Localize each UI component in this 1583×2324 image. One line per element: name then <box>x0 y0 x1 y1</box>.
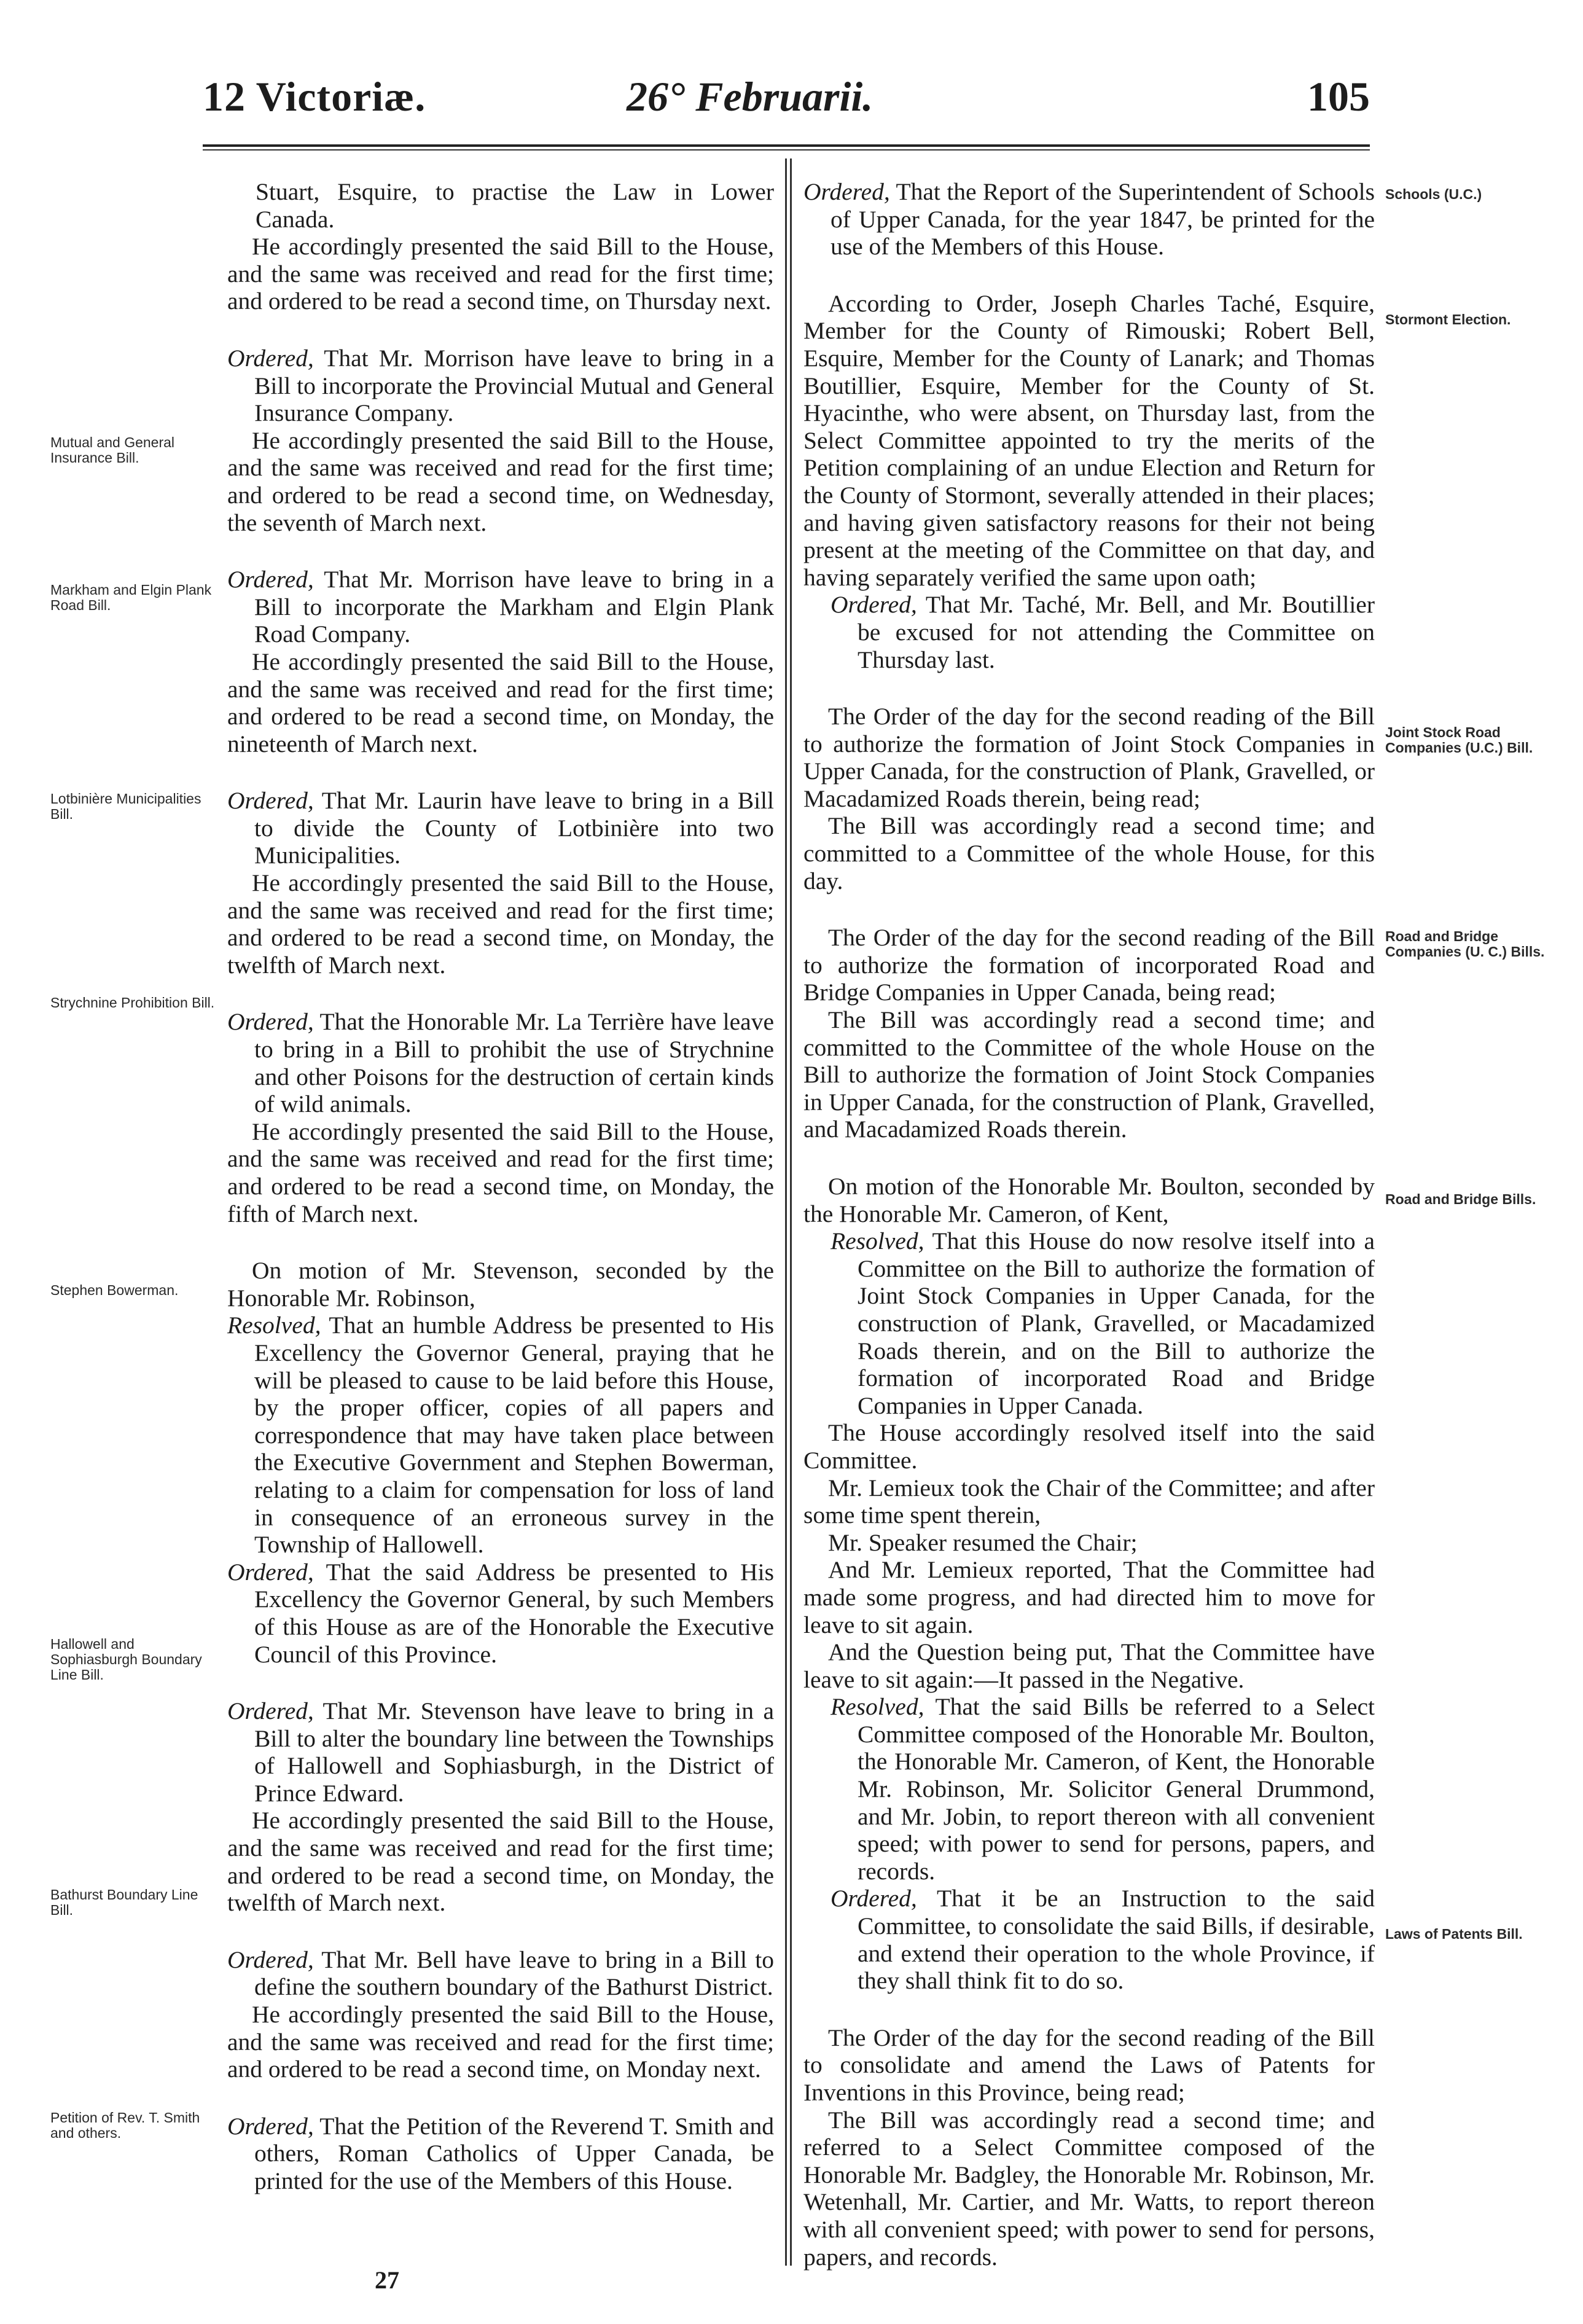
margin-note: Laws of Patents Bill. <box>1385 1926 1523 1942</box>
column-divider-left <box>785 158 787 2266</box>
motion-verb: Ordered, <box>227 1008 314 1036</box>
paragraph: Ordered, That the Report of the Superintendent of Schools of Upper Canada, for the year 1847, be printed for the use of the Members of this House. <box>803 178 1375 260</box>
paragraph: The Bill was accordingly read a second time; and committed to a Committee of the whole House, for this day. <box>803 812 1375 894</box>
paragraph: Ordered, That the Honorable Mr. La Terrière have leave to bring in a Bill to prohibit the use of Strychnine and other Poisons for the destruction of certain kinds of wild animals. <box>227 1008 774 1118</box>
paragraph: According to Order, Joseph Charles Taché, Esquire, Member for the County of Rimouski; Robert Bell, Esquire, Member for the County of Lanark; and Thomas Boutillier, Esquire, Member for the County of St. Hyacinthe, who were absent, on Thursday last, from the Select Committee appointed to try the merits of the Petition complaining of an undue Election and Return for the County of Stormont, severally attended in their places; and having given satisfactory reasons for their not being present at the meeting of the Committee on that day, and having separately verified the same upon oath; <box>803 289 1375 591</box>
paragraph-gap <box>227 2083 774 2113</box>
paragraph-gap <box>227 536 774 566</box>
paragraph: He accordingly presented the said Bill to the House, and the same was received and read for the first time; and ordered to be read a second time, on Wednesday, the seventh of March next. <box>227 426 774 536</box>
margin-note: Stephen Bowerman. <box>50 1282 179 1298</box>
margin-note: Hallowell and Sophiasburgh Boundary Line Bill. <box>50 1636 202 1683</box>
motion-verb: Ordered, <box>803 178 890 205</box>
paragraph: Resolved, That an humble Address be presented to His Excellency the Governor General, praying that he will be pleased to cause to be laid before this House, by the proper officer, copies of all papers and correspondence that may have taken place between the Executive Government and Stephen Bowerman, relating to a claim for compensation for loss of land in consequence of an erroneous survey in the Township of Hallowell. <box>227 1312 774 1559</box>
margin-note: Mutual and General Insurance Bill. <box>50 434 175 466</box>
date-heading: 26° Februarii. <box>627 73 874 120</box>
paragraph-gap <box>227 979 774 1008</box>
paragraph: Ordered, That the said Address be presented to His Excellency the Governor General, by such Members of this House as are of the Honorable the Executive Council of this Province. <box>227 1558 774 1668</box>
paragraph-gap <box>803 894 1375 924</box>
right-column <box>803 178 1375 2271</box>
paragraph-gap <box>227 1227 774 1257</box>
paragraph-gap <box>227 315 774 345</box>
paragraph: Ordered, That Mr. Bell have leave to bring in a Bill to define the southern boundary of the Bathurst District. <box>227 1946 774 2001</box>
paragraph: The Order of the day for the second reading of the Bill to authorize the formation of Joint Stock Companies in Upper Canada, for the construction of Plank, Gravelled, or Macadamized Roads therein, being read; <box>803 703 1375 812</box>
paragraph: The Bill was accordingly read a second time; and referred to a Select Committee composed of the Honorable Mr. Badgley, the Honorable Mr. Robinson, Mr. Wetenhall, Mr. Cartier, and Mr. Watts, to report thereon with all convenient speed; with power to send for persons, papers, and records. <box>803 2106 1375 2271</box>
paragraph: And Mr. Lemieux reported, That the Committee had made some progress, and had directed him to move for leave to sit again. <box>803 1556 1375 1638</box>
left-column <box>227 178 774 2195</box>
paragraph-gap <box>803 1143 1375 1173</box>
paragraph: The Order of the day for the second reading of the Bill to authorize the formation of incorporated Road and Bridge Companies in Upper Canada, being read; <box>803 924 1375 1006</box>
paragraph: Ordered, That Mr. Morrison have leave to bring in a Bill to incorporate the Provincial Mutual and General Insurance Company. <box>227 344 774 427</box>
paragraph: Ordered, That Mr. Taché, Mr. Bell, and Mr. Boutillier be excused for not attending the Committee on Thursday last. <box>831 591 1375 673</box>
motion-verb: Ordered, <box>227 344 314 372</box>
motion-verb: Resolved, <box>831 1693 924 1721</box>
paragraph: He accordingly presented the said Bill to the House, and the same was received and read for the first time; and ordered to be read a second time, on Monday, the fifth of March next. <box>227 1117 774 1227</box>
paragraph-gap <box>227 757 774 787</box>
paragraph: Resolved, That the said Bills be referred to a Select Committee composed of the Honorable Mr. Boulton, the Honorable Mr. Cameron, of Kent, the Honorable Mr. Robinson, Mr. Solicitor General Drummond, and Mr. Jobin, to report thereon with all convenient speed; with power to send for persons, papers, and records. <box>831 1693 1375 1885</box>
paragraph: On motion of Mr. Stevenson, seconded by the Honorable Mr. Robinson, <box>227 1257 774 1312</box>
paragraph: The Bill was accordingly read a second time; and committed to the Committee of the whole House on the Bill to authorize the formation of Joint Stock Companies in Upper Canada, for the construction of Plank, Gravelled, and Macadamized Roads therein. <box>803 1006 1375 1143</box>
paragraph: He accordingly presented the said Bill to the House, and the same was received and read for the first time; and ordered to be read a second time, on Monday next. <box>227 2001 774 2083</box>
motion-verb: Ordered, <box>227 1558 314 1586</box>
page-number: 105 <box>1307 73 1370 120</box>
paragraph: He accordingly presented the said Bill to the House, and the same was received and read for the first time; and ordered to be read a second time, on Monday, the nineteenth of March next. <box>227 648 774 757</box>
signature-mark: 27 <box>375 2266 399 2294</box>
paragraph: And the Question being put, That the Committee have leave to sit again:—It passed in the Negative. <box>803 1638 1375 1693</box>
margin-note: Bathurst Boundary Line Bill. <box>50 1887 198 1918</box>
regnal-year: 12 Victoriæ. <box>203 73 426 120</box>
motion-verb: Ordered, <box>227 1946 314 1973</box>
motion-verb: Ordered, <box>831 1885 917 1912</box>
paragraph: Ordered, That Mr. Laurin have leave to bring in a Bill to divide the County of Lotbinière into two Municipalities. <box>227 787 774 869</box>
margin-note: Stormont Election. <box>1385 311 1511 327</box>
paragraph-gap <box>227 1917 774 1946</box>
paragraph: On motion of the Honorable Mr. Boulton, seconded by the Honorable Mr. Cameron, of Kent, <box>803 1173 1375 1227</box>
margin-note: Joint Stock Road Companies (U.C.) Bill. <box>1385 724 1533 756</box>
motion-verb: Ordered, <box>227 787 314 815</box>
paragraph: He accordingly presented the said Bill to the House, and the same was received and read for the first time; and ordered to be read a second time, on Monday, the twelfth of March next. <box>227 869 774 979</box>
paragraph-gap <box>803 260 1375 290</box>
paragraph: The House accordingly resolved itself into the said Committee. <box>803 1419 1375 1474</box>
margin-note: Road and Bridge Bills. <box>1385 1191 1536 1207</box>
paragraph: Ordered, That Mr. Morrison have leave to bring in a Bill to incorporate the Markham and Elgin Plank Road Company. <box>227 566 774 648</box>
paragraph-gap <box>227 1668 774 1697</box>
column-divider-right <box>790 158 792 2266</box>
motion-verb: Ordered, <box>227 566 314 593</box>
motion-verb: Resolved, <box>227 1312 321 1339</box>
paragraph-gap <box>803 673 1375 703</box>
paragraph: Resolved, That this House do now resolve itself into a Committee on the Bill to authorize the formation of Joint Stock Companies in Upper Canada, for the construction of Plank, Gravelled, or Macadamized Roads therein, and on the Bill to authorize the formation of incorporated Road and Bridge Companies in Upper Canada. <box>831 1227 1375 1419</box>
margin-note: Strychnine Prohibition Bill. <box>50 995 215 1011</box>
margin-note: Schools (U.C.) <box>1385 186 1482 202</box>
margin-note: Petition of Rev. T. Smith and others. <box>50 2110 200 2141</box>
motion-verb: Resolved, <box>831 1227 924 1255</box>
paragraph: Ordered, That it be an Instruction to the said Committee, to consolidate the said Bills, if desirable, and extend their operation to the whole Province, if they shall think fit to do so. <box>831 1885 1375 1995</box>
header-rule-thick <box>203 144 1370 147</box>
paragraph: Stuart, Esquire, to practise the Law in Lower Canada. <box>256 178 774 233</box>
motion-verb: Ordered, <box>227 1697 314 1725</box>
margin-note: Road and Bridge Companies (U. C.) Bills. <box>1385 928 1545 960</box>
page-header <box>203 72 1370 128</box>
paragraph: He accordingly presented the said Bill to the House, and the same was received and read for the first time; and ordered to be read a second time, on Thursday next. <box>227 233 774 315</box>
header-rule-thin <box>203 149 1370 151</box>
paragraph: Ordered, That the Petition of the Reverend T. Smith and others, Roman Catholics of Upper Canada, be printed for the use of the Members of this House. <box>227 2112 774 2194</box>
paragraph: The Order of the day for the second reading of the Bill to consolidate and amend the Laws of Patents for Inventions in this Province, being read; <box>803 2024 1375 2106</box>
paragraph-gap <box>803 1995 1375 2024</box>
paragraph: Mr. Speaker resumed the Chair; <box>828 1528 1138 1556</box>
margin-note: Markham and Elgin Plank Road Bill. <box>50 582 212 613</box>
motion-verb: Ordered, <box>831 591 917 619</box>
paragraph: Mr. Lemieux took the Chair of the Committee; and after some time spent therein, <box>803 1474 1375 1529</box>
motion-verb: Ordered, <box>227 2112 314 2140</box>
paragraph: He accordingly presented the said Bill to the House, and the same was received and read for the first time; and ordered to be read a second time, on Monday, the twelfth of March next. <box>227 1807 774 1917</box>
margin-note: Lotbinière Municipalities Bill. <box>50 791 201 822</box>
paragraph: Ordered, That Mr. Stevenson have leave to bring in a Bill to alter the boundary line between the Townships of Hallowell and Sophiasburgh, in the District of Prince Edward. <box>227 1697 774 1807</box>
